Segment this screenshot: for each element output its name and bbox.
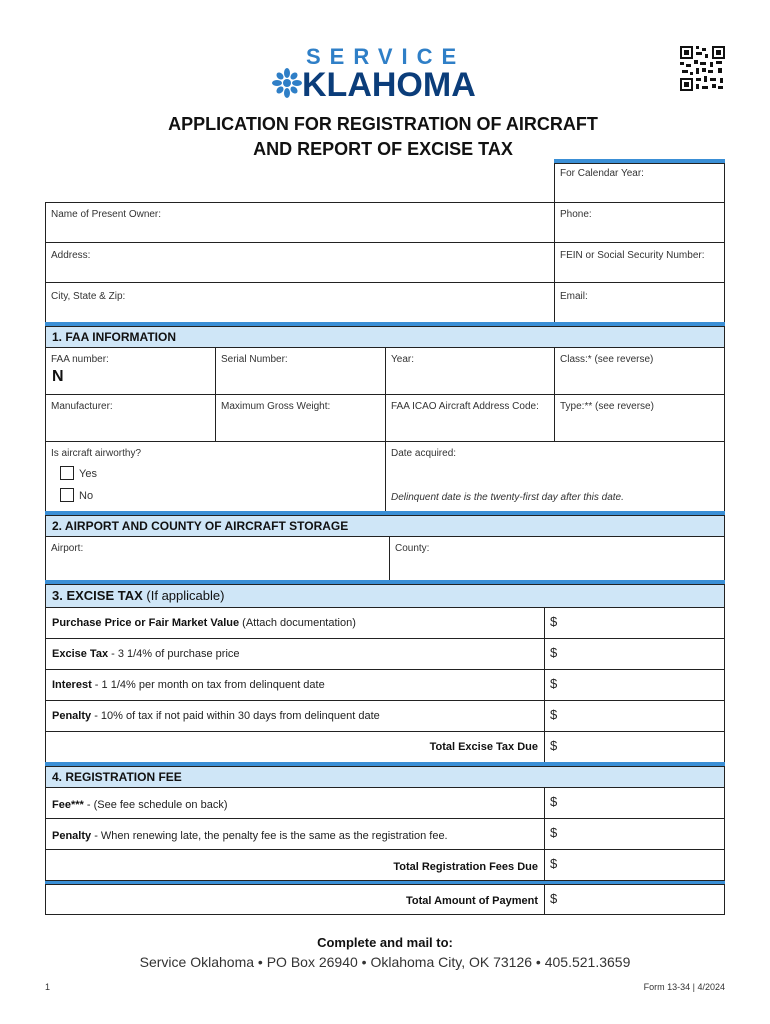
address-label: Address: [51, 250, 91, 261]
registration-fee-amount-field[interactable]: $ [544, 788, 726, 818]
registration-penalty-amount-field[interactable]: $ [544, 819, 726, 849]
airworthy-yes-label: Yes [79, 468, 97, 480]
oklahoma-star-icon [272, 68, 302, 98]
total-registration-label: Total Registration Fees Due [393, 861, 538, 873]
manufacturer-label: Manufacturer: [51, 401, 113, 412]
total-excise-amount-field[interactable]: $ [544, 732, 726, 762]
excise-section-heading [45, 584, 725, 608]
max-gross-weight-field[interactable] [215, 394, 386, 442]
purchase-price-amount-field[interactable]: $ [544, 608, 726, 638]
year-label: Year: [391, 354, 414, 365]
address-field[interactable] [45, 242, 555, 283]
phone-field[interactable] [554, 202, 725, 243]
excise-penalty-row [45, 701, 725, 732]
airport-field[interactable] [45, 536, 390, 581]
registration-row-label: Fee*** - (See fee schedule on back) [52, 799, 228, 811]
total-excise-row [45, 732, 725, 763]
year-field[interactable] [385, 347, 555, 395]
airworthy-label: Is aircraft airworthy? [51, 448, 142, 459]
total-excise-label: Total Excise Tax Due [429, 741, 538, 753]
service-oklahoma-logo [272, 44, 492, 104]
date-acquired-field[interactable] [385, 441, 725, 512]
form-title [0, 112, 770, 162]
manufacturer-field[interactable] [45, 394, 216, 442]
registration-row-label: Penalty - When renewing late, the penalty fee is the same as the registration fee. [52, 830, 448, 842]
mail-heading: Complete and mail to: [317, 935, 453, 950]
max-gross-weight-label: Maximum Gross Weight: [221, 401, 331, 412]
registration-fee-row [45, 788, 725, 819]
type-label: Type:** (see reverse) [560, 401, 654, 412]
excise-row-label: Excise Tax - 3 1/4% of purchase price [52, 648, 240, 660]
interest-amount-field[interactable]: $ [544, 670, 726, 700]
airworthy-yes-checkbox[interactable] [60, 466, 74, 480]
serial-number-field[interactable] [215, 347, 386, 395]
faa-number-prefix: N [52, 368, 64, 385]
city-state-zip-label: City, State & Zip: [51, 291, 126, 302]
fein-ssn-label: FEIN or Social Security Number: [560, 250, 705, 261]
registration-penalty-row [45, 819, 725, 850]
total-registration-amount-field[interactable]: $ [544, 850, 726, 880]
total-registration-row [45, 850, 725, 881]
excise-row-label: Interest - 1 1/4% per month on tax from delinquent date [52, 679, 325, 691]
owner-name-label: Name of Present Owner: [51, 209, 162, 220]
title-line-1: APPLICATION FOR REGISTRATION OF AIRCRAFT [168, 114, 598, 134]
logo-oklahoma-text: KLAHOMA [302, 66, 476, 104]
faa-number-field[interactable] [45, 347, 216, 395]
city-state-zip-field[interactable] [45, 282, 555, 323]
logo-service-text: SERVICE [306, 44, 466, 69]
mailing-address: Service Oklahoma • PO Box 26940 • Oklahoma City, OK 73126 • 405.521.3659 [139, 954, 631, 970]
excise-penalty-amount-field[interactable]: $ [544, 701, 726, 731]
excise-tax-amount-field[interactable]: $ [544, 639, 726, 669]
faa-section-heading: 1. FAA INFORMATION [45, 326, 725, 348]
county-label: County: [395, 543, 430, 554]
type-field[interactable] [554, 394, 725, 442]
email-field[interactable] [554, 282, 725, 323]
airworthy-field [45, 441, 386, 512]
total-payment-label: Total Amount of Payment [406, 895, 538, 907]
excise-interest-row [45, 670, 725, 701]
faa-number-label: FAA number: [51, 354, 109, 365]
total-payment-row [45, 884, 725, 915]
excise-purchase-price-row [45, 608, 725, 639]
county-field[interactable] [389, 536, 725, 581]
excise-row-label: Penalty - 10% of tax if not paid within 30 days from delinquent date [52, 710, 380, 722]
excise-heading-note: (If applicable) [142, 588, 225, 603]
page-number: 1 [45, 982, 51, 992]
excise-heading-bold: 3. EXCISE TAX [52, 588, 143, 603]
airport-section-heading: 2. AIRPORT AND COUNTY OF AIRCRAFT STORAGE [45, 515, 725, 537]
class-field[interactable] [554, 347, 725, 395]
calendar-year-label: For Calendar Year: [560, 168, 644, 179]
total-payment-amount-field[interactable]: $ [544, 885, 726, 915]
form-number: Form 13-34 | 4/2024 [643, 982, 725, 992]
title-line-2: AND REPORT OF EXCISE TAX [253, 139, 513, 159]
phone-label: Phone: [560, 209, 592, 220]
excise-tax-row [45, 639, 725, 670]
icao-address-code-label: FAA ICAO Aircraft Address Code: [391, 401, 539, 412]
class-label: Class:* (see reverse) [560, 354, 654, 365]
fein-ssn-field[interactable] [554, 242, 725, 283]
icao-address-code-field[interactable] [385, 394, 555, 442]
airworthy-no-checkbox[interactable] [60, 488, 74, 502]
calendar-year-field[interactable] [554, 163, 725, 203]
email-label: Email: [560, 291, 588, 302]
delinquent-note: Delinquent date is the twenty-first day after this date. [391, 492, 624, 503]
excise-row-label: Purchase Price or Fair Market Value (Attach documentation) [52, 617, 356, 629]
airport-label: Airport: [51, 543, 84, 554]
owner-name-field[interactable] [45, 202, 555, 243]
airworthy-no-label: No [79, 490, 94, 502]
serial-number-label: Serial Number: [221, 354, 288, 365]
qr-code-icon [680, 46, 725, 91]
registration-section-heading: 4. REGISTRATION FEE [45, 766, 725, 788]
date-acquired-label: Date acquired: [391, 448, 457, 459]
